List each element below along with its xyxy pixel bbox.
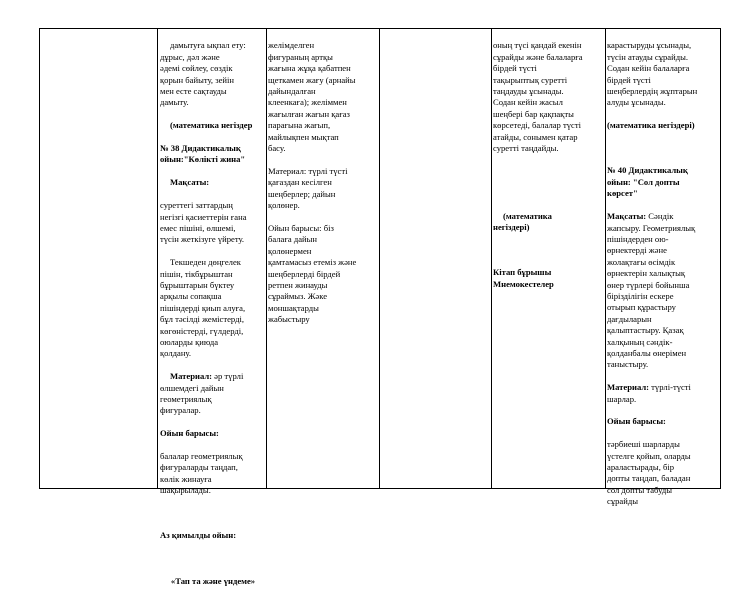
cell-text: оның түсі қандай екенін сұрайды және балаларға бірдей түсті тақырыптық суретті таңдауды ұсынады. Содан кейін жасыл шеңбері бар қақпақты көрсетеді, балалар түсті атайды, сонымен қатар суретті таңдайды. bbox=[493, 40, 583, 154]
cell-column-5 bbox=[493, 29, 605, 302]
cell-section-note: (математика негіздері) bbox=[493, 210, 552, 233]
cell-column-3 bbox=[268, 29, 379, 337]
cell-text: әр түрлі өлшемдегі дайын геометриялық фигуралар. bbox=[160, 371, 244, 416]
cell-text: суреттегі заттардың негізгі қасиеттерін ғана емес пішіні, өлшемі, түсін жеткізуге үйрету. bbox=[160, 200, 247, 245]
column-divider-2 bbox=[266, 28, 267, 488]
cell-label: Ойын барысы: bbox=[160, 428, 219, 439]
cell-column-2 bbox=[160, 29, 266, 599]
cell-label: Ойын барысы: bbox=[607, 416, 666, 427]
cell-text: Текшеден дөңгелек пішін, тікбұрыштан бұрыштарын бүктеу арқылы сопақша пішіндерді қиып алуға, бұл тәсілді жемістерді, көгөністерді, гүлдерді, оюларды қиюда қолдану. bbox=[160, 257, 246, 359]
cell-label: Мақсаты: bbox=[607, 211, 647, 222]
cell-text: Ойын барысы: біз балаға дайын қолөнермен қамтамасыз етеміз және шеңберлерді бірдей ретпен жинауды сұраймыз. Жәке моншақтарды жабыстыру bbox=[268, 222, 357, 325]
cell-text: тәрбиеші шарларды үстелге қойып, оларды араластырады, бір допты таңдап, баладан сол допты табуды сұрайды bbox=[607, 439, 691, 507]
cell-section-note: (математика негіздер bbox=[170, 120, 253, 131]
cell-text: желімделген фигураның артқы жағына жұқа қабатпен щеткамен жағу (арнайы дайындалған клеенкаға); желіммен жағылған жағын қағаз парағына жағып, майлықпен мықтап басу. bbox=[268, 40, 356, 154]
cell-text: түрлі-түсті шарлар. bbox=[607, 382, 691, 404]
cell-label: Мақсаты: bbox=[170, 177, 210, 188]
column-divider-4 bbox=[491, 28, 492, 488]
column-divider-5 bbox=[605, 28, 606, 488]
column-divider-1 bbox=[157, 28, 158, 488]
cell-text: балалар геометриялық фигураларды таңдап, көлік жинауға шақырылады. bbox=[160, 451, 243, 496]
cell-text: дамытуға ықпал ету: дұрыс, дәл және әдемі сөйлеу, сөздік қорын байыту, зейін мен есте сақтауды дамыту. bbox=[160, 40, 246, 108]
cell-label: Материал: bbox=[607, 382, 650, 393]
cell-game-heading: Аз қимылды ойын: bbox=[160, 530, 237, 541]
column-divider-3 bbox=[379, 28, 380, 488]
cell-text: Сәндік жапсыру. Геометриялық пішіндерден ою- өрнектерді және жолақтағы өсімдік өрнектерін халықтық өнер түрлері бойынша бірізділігін ескере отырып құрастыру дағдыларын қалыптастыру. Қазақ халқының сәндік- қолданбалы өнерімен таныстыру. bbox=[607, 211, 696, 370]
cell-game-title: № 38 Дидактикалық ойын:"Көлікті жина" bbox=[160, 143, 246, 165]
table-border-right bbox=[720, 28, 721, 488]
cell-text: карастыруды ұсынады, түсін атауды сұрайды. Содан кейін балаларға бірдей түсті шеңберлердің жұптарын алуды ұсынады. bbox=[607, 40, 698, 108]
cell-text: Материал: түрлі түсті қағаздан кесілген шеңберлер; дайын қолөнер. bbox=[268, 165, 348, 211]
cell-label: Материал: bbox=[170, 371, 213, 382]
cell-column-6 bbox=[607, 29, 720, 519]
cell-section-note: (математика негіздері) bbox=[607, 120, 695, 131]
cell-game-name: «Тап та және үндеме» bbox=[170, 575, 256, 586]
cell-game-title: № 40 Дидактикалық ойын: "Сол допты көрсет" bbox=[607, 165, 688, 199]
table-border-left bbox=[39, 28, 40, 488]
cell-subheading: Кітап бұрышы Мнемокестелер bbox=[493, 267, 554, 289]
